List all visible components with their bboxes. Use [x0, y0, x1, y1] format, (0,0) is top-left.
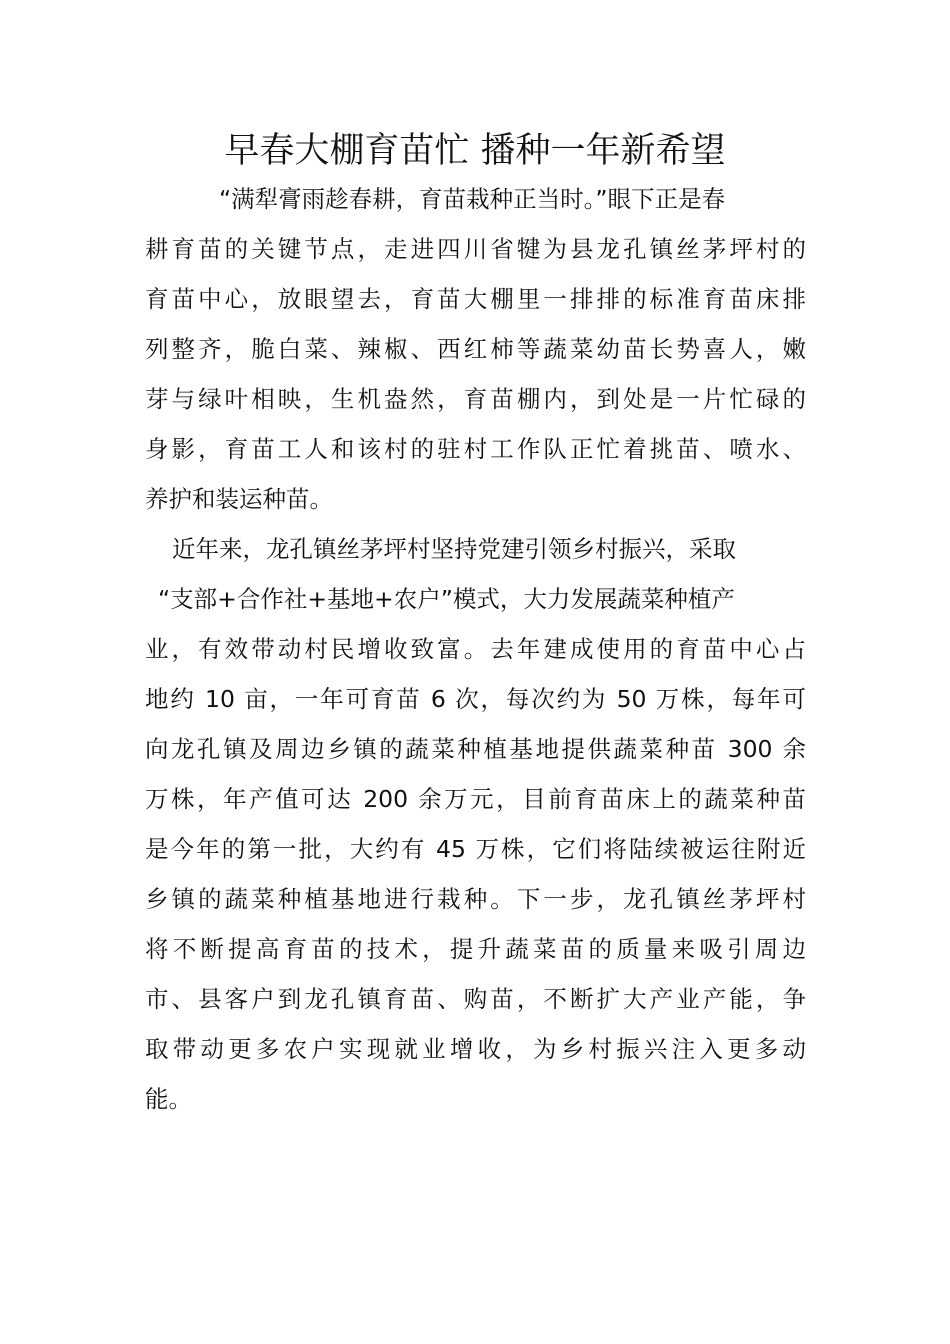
paragraph-line: 乡镇的蔬菜种植基地进行栽种。下一步，龙孔镇丝茅坪村	[145, 885, 806, 913]
paragraph-line: 近年来，龙孔镇丝茅坪村坚持党建引领乡村振兴，采取	[172, 535, 736, 563]
paragraph-line: 能。	[145, 1085, 192, 1113]
paragraph-line: 芽与绿叶相映，生机盎然，育苗棚内，到处是一片忙碌的	[145, 385, 806, 413]
paragraph-line: 是今年的第一批，大约有 45 万株，它们将陆续被运往附近	[145, 835, 806, 863]
paragraph-line: 耕育苗的关键节点，走进四川省犍为县龙孔镇丝茅坪村的	[145, 235, 806, 263]
paragraph-line: 万株，年产值可达 200 余万元，目前育苗床上的蔬菜种苗	[145, 785, 806, 813]
paragraph-line: 地约 10 亩，一年可育苗 6 次，每次约为 50 万株，每年可	[145, 685, 806, 713]
paragraph-line: “支部+合作社+基地+农户”模式，大力发展蔬菜种植产	[158, 585, 735, 613]
paragraph-line: 养护和装运种苗。	[145, 485, 333, 513]
document-title: 早春大棚育苗忙 播种一年新希望	[224, 131, 726, 171]
paragraph-line: 市、县客户到龙孔镇育苗、购苗，不断扩大产业产能，争	[145, 985, 806, 1013]
paragraph-line: 育苗中心，放眼望去，育苗大棚里一排排的标准育苗床排	[145, 285, 806, 313]
paragraph-line: 取带动更多农户实现就业增收，为乡村振兴注入更多动	[145, 1035, 806, 1063]
paragraph-line: 向龙孔镇及周边乡镇的蔬菜种植基地提供蔬菜种苗 300 余	[145, 735, 806, 763]
paragraph-line: “满犁膏雨趁春耕，育苗栽种正当时。”眼下正是春	[219, 185, 726, 213]
paragraph-line: 身影，育苗工人和该村的驻村工作队正忙着挑苗、喷水、	[145, 435, 806, 463]
paragraph-line: 将不断提高育苗的技术，提升蔬菜苗的质量来吸引周边	[145, 935, 806, 963]
paragraph-line: 列整齐，脆白菜、辣椒、西红柿等蔬菜幼苗长势喜人，嫩	[145, 335, 806, 363]
paragraph-line: 业，有效带动村民增收致富。去年建成使用的育苗中心占	[145, 635, 806, 663]
